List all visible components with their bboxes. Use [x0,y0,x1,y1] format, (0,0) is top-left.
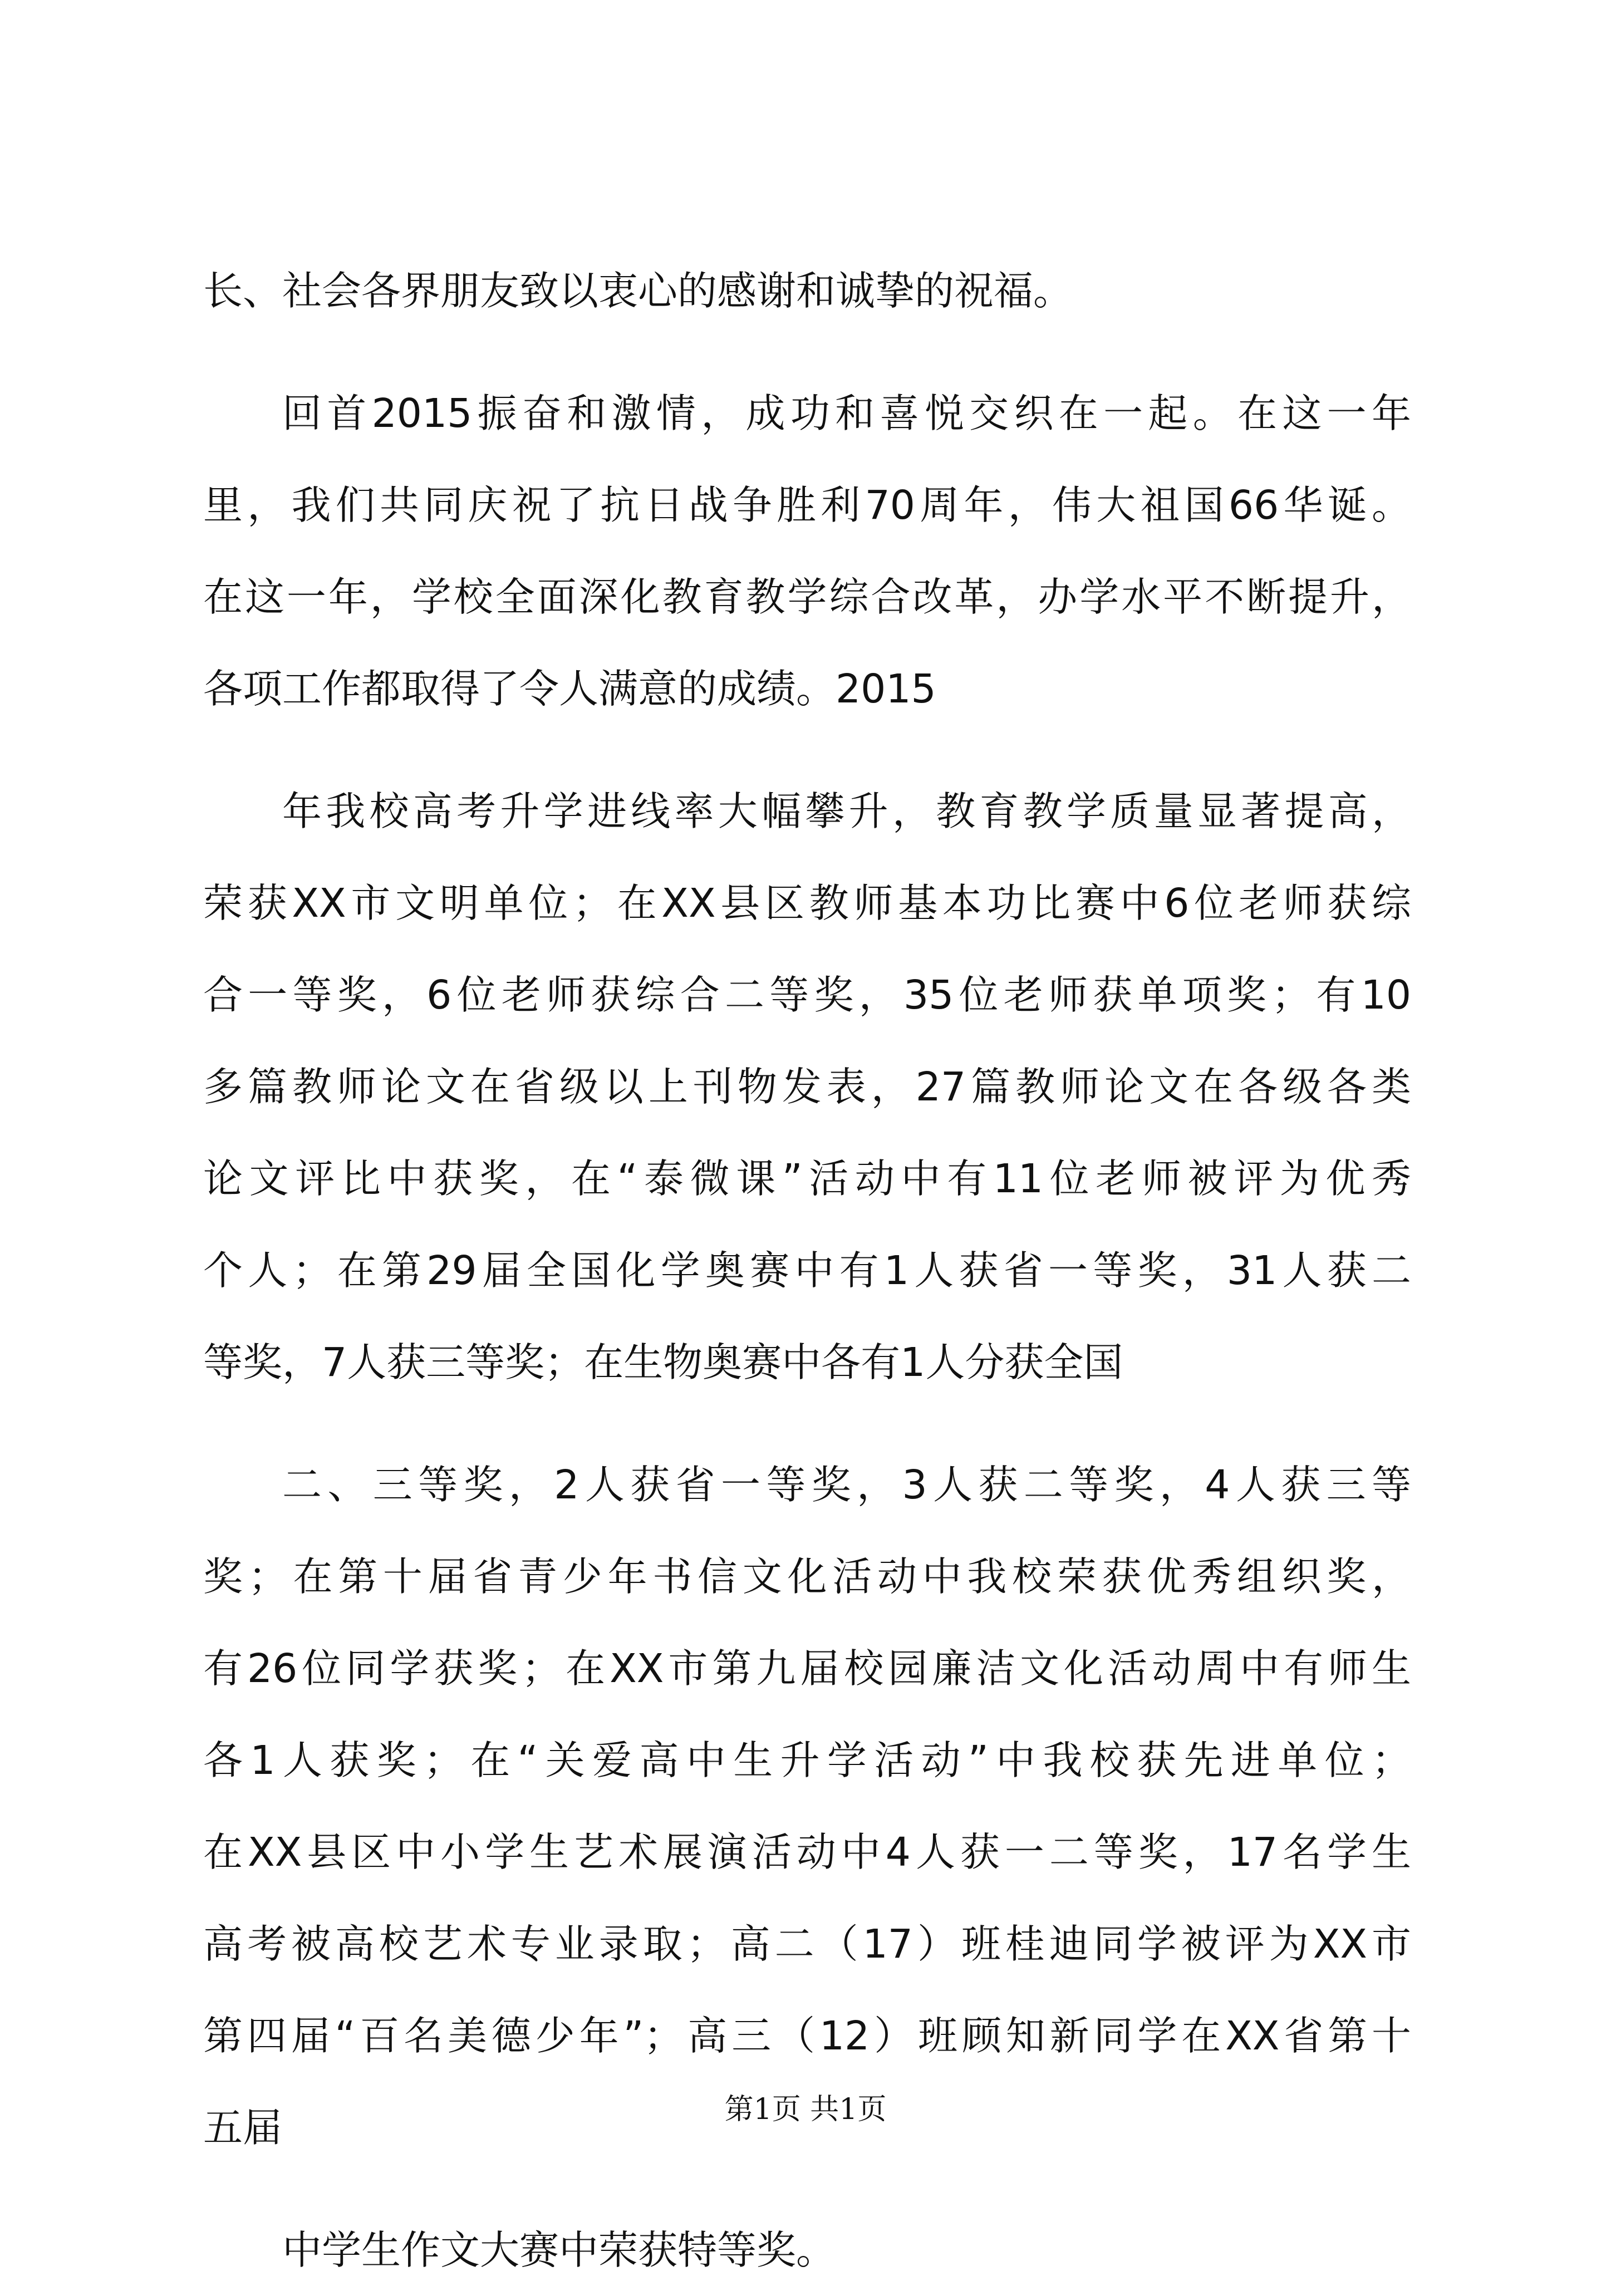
text-line: 在XX县区中小学生艺术展演活动中4人获一二等奖，17名学生 [203,1829,1411,1875]
text-line: 各1人获奖；在“关爱高中生升学活动”中我校获先进单位； [203,1737,1411,1783]
paragraph [203,765,1411,1408]
text-line: 长、社会各界朋友致以衷心的感谢和诚挚的祝福。 [203,268,1073,314]
text-line: 论文评比中获奖，在“泰微课”活动中有11位老师被评为优秀 [203,1156,1411,1202]
paragraph [203,245,1411,337]
text-line: 中学生作文大赛中荣获特等奖。 [282,2227,836,2273]
text-line: 二、三等奖，2人获省一等奖，3人获二等奖，4人获三等 [282,1462,1411,1508]
paragraph [203,1439,1411,2174]
text-line: 五届 [203,2105,283,2151]
text-line: 高考被高校艺术专业录取；高二（17）班桂迪同学被评为XX市 [203,1921,1411,1967]
text-line: 各项工作都取得了令人满意的成绩。2015 [203,666,936,712]
text-line: 年我校高考升学进线率大幅攀升，教育教学质量显著提高， [282,788,1411,834]
text-line: 等奖，7人获三等奖；在生物奥赛中各有1人分获全国 [203,1339,1123,1385]
paragraph [203,367,1411,735]
text-line: 多篇教师论文在省级以上刊物发表，27篇教师论文在各级各类 [203,1064,1411,1110]
text-line: 里，我们共同庆祝了抗日战争胜利70周年，伟大祖国66华诞。 [203,482,1411,528]
text-line: 合一等奖，6位老师获综合二等奖，35位老师获单项奖；有10 [203,972,1411,1018]
page-number-label: 第1页 共1页 [724,2093,887,2126]
text-line: 有26位同学获奖；在XX市第九届校园廉洁文化活动周中有师生 [203,1645,1411,1692]
paragraph [203,2204,1411,2296]
text-line: 回首2015振奋和激情，成功和喜悦交织在一起。在这一年 [282,390,1411,436]
text-line: 荣获XX市文明单位；在XX县区教师基本功比赛中6位老师获综 [203,880,1411,926]
document-body [203,245,1411,2296]
text-line: 在这一年，学校全面深化教育教学综合改革，办学水平不断提升， [203,574,1411,620]
page-footer [0,2090,1611,2129]
text-line: 第四届“百名美德少年”；高三（12）班顾知新同学在XX省第十 [203,2013,1411,2059]
text-line: 个人；在第29届全国化学奥赛中有1人获省一等奖，31人获二 [203,1247,1411,1294]
text-line: 奖；在第十届省青少年书信文化活动中我校荣获优秀组织奖， [203,1553,1411,1600]
